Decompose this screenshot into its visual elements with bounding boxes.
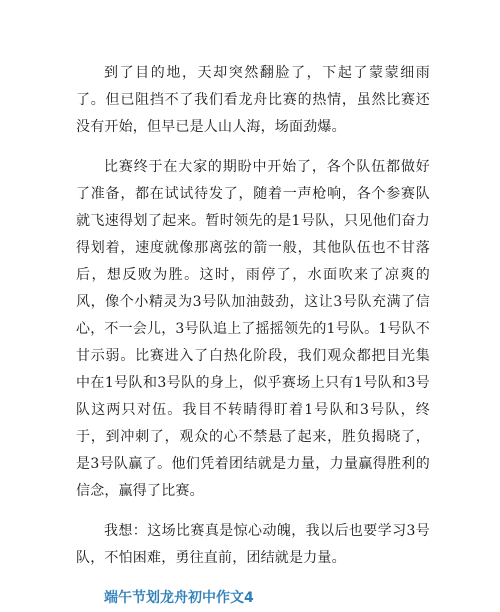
next-article-heading[interactable]: 端午节划龙舟初中作文4 xyxy=(104,590,254,606)
paragraph-arrival: 到了目的地，天却突然翻脸了，下起了蒙蒙细雨了。但已阻挡不了我们看龙舟比赛的热情，虽然比赛还没有开始，但早已是人山人海，场面劲爆。 xyxy=(76,65,430,135)
paragraph-race: 比赛终于在大家的期盼中开始了，各个队伍都做好了准备，都在试试待发了，随着一声枪响，各个参赛队就飞速得划了起来。暂时领先的是1号队，只见他们奋力得划着，速度就像那离弦的箭一般，其他队伍也不甘落后，想反败为胜。这时，雨停了，水面吹来了凉爽的风，像个小精灵为3号队加油鼓劲，这让3号队充满了信心，不一会儿，3号队追上了摇摇领先的1号队。1号队不甘示弱。比赛进入了白热化阶段，我们观众都把目光集中在1号队和3号队的身上，似乎赛场上只有1号队和3号队这两只对伍。我目不转睛得盯着1号队和3号队，终于，到冲刺了，观众的心不禁悬了起来，胜负揭晓了，是3号队赢了。他们凭着团结就是力量，力量赢得胜利的信念，赢得了比赛。 xyxy=(76,159,430,499)
paragraph-reflection: 我想：这场比赛真是惊心动魄，我以后也要学习3号队，不怕困难，勇往直前，团结就是力量。 xyxy=(76,523,430,566)
article-body xyxy=(76,60,430,612)
